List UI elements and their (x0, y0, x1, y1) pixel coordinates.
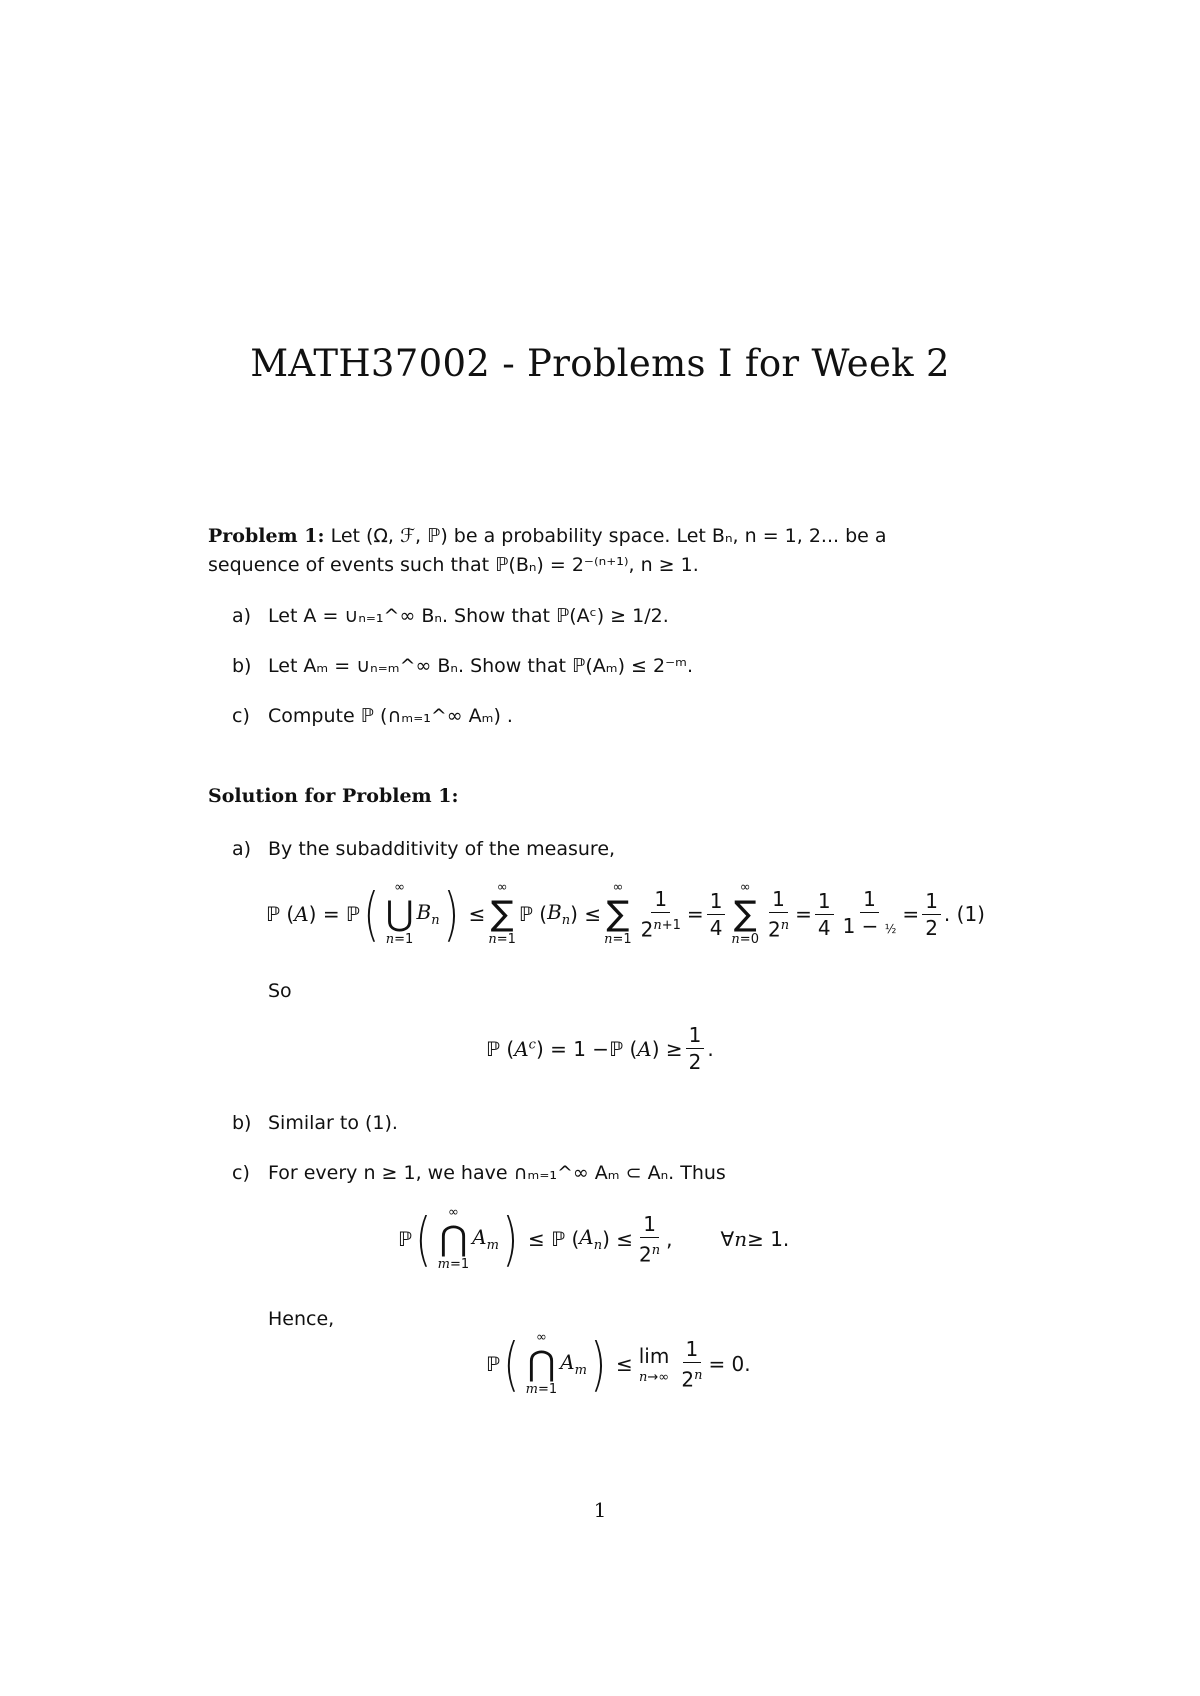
item-label: b) (232, 655, 252, 677)
so-text: So (268, 980, 292, 1002)
problem-text-line2: sequence of events such that ℙ(Bₙ) = 2⁻⁽ⁿ⁺¹⁾, n ≥ 1. (208, 554, 699, 576)
item-label: a) (232, 605, 252, 627)
equation-number: (1) (956, 902, 985, 926)
equation-complement: ℙ ( $A^c$ ) = 1 − ℙ ( A ) ≥ $\frac{1}{2}$ . (486, 1023, 714, 1074)
item-text: Let A = ∪ₙ₌₁^∞ Bₙ. Show that ℙ(Aᶜ) ≥ 1/2. (268, 605, 669, 627)
page-title: MATH37002 - Problems I for Week 2 (250, 342, 950, 385)
item-label: b) (232, 1112, 252, 1134)
item-text: For every n ≥ 1, we have ∩ₘ₌₁^∞ Aₘ ⊂ Aₙ. Thus (268, 1162, 726, 1184)
problem-text-line1: Let (Ω, ℱ, ℙ) be a probability space. Let Bₙ, n = 1, 2... be a (330, 525, 887, 547)
solution-item-c (232, 1162, 726, 1184)
item-text: By the subadditivity of the measure, (268, 838, 616, 860)
item-text: Similar to (1). (268, 1112, 398, 1134)
item-label: c) (232, 705, 250, 727)
problem-statement (208, 522, 1008, 580)
problem-item-a (232, 605, 669, 627)
solution-heading: Solution for Problem 1: (208, 785, 459, 807)
solution-heading-row (208, 782, 1008, 811)
solution-item-b (232, 1112, 398, 1134)
problem-item-c (232, 705, 513, 727)
problem-heading: Problem 1: (208, 525, 325, 547)
item-text: Let Aₘ = ∪ₙ₌ₘ^∞ Bₙ. Show that ℙ(Aₘ) ≤ 2⁻ᵐ. (268, 655, 693, 677)
item-label: a) (232, 838, 252, 860)
equation-intersection-bound: ℙ ( ∞ ⋂ m=1 $A_m$ ) ≤ ℙ ( $A_n$ ) ≤ $\frac{1}{2^n}$ , ∀ n ≥ 1. (398, 1205, 790, 1273)
hence-text: Hence, (268, 1308, 335, 1330)
page-number: 1 (593, 1498, 607, 1522)
problem-item-b (232, 655, 693, 677)
item-text: Compute ℙ (∩ₘ₌₁^∞ Aₘ) . (268, 705, 513, 727)
equation-limit: ℙ ( ∞ ⋂ m=1 $A_m$ ) ≤ lim n→∞ $\frac{1}{2^n}$ = 0. (486, 1330, 751, 1398)
item-label: c) (232, 1162, 250, 1184)
equation-1: ℙ ( A ) = ℙ ( ∞ ⋃ n=1 $B_n$ ) ≤ ∞ ∑ n=1 ℙ ( $B_n$ ) ≤ ∞ ∑ n=1 $\frac{1}{2^{n+1}}$ = $\frac{1}{4}$ ∞ ∑ n=0 $\frac{1}{2^n}$ = $\frac{1}{4}$ $\frac{1}{\text{1 − ½}}$ = $\frac{1}{2}$ . (1) (266, 880, 985, 948)
solution-item-a (232, 838, 615, 860)
